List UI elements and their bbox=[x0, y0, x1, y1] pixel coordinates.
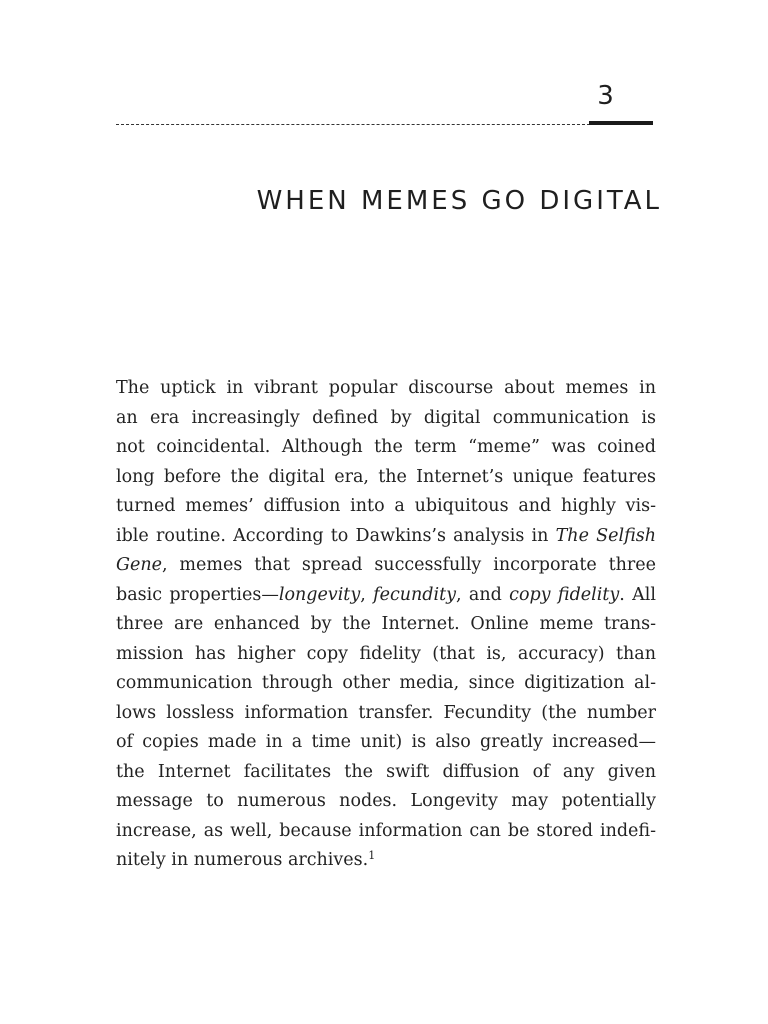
term-longevity: longevity bbox=[278, 584, 361, 605]
text-line: increase, as well, because information can be stored indefi- bbox=[116, 820, 656, 841]
text-line: The uptick in vibrant popular discourse about memes in bbox=[116, 378, 656, 398]
term-fecundity: fecundity bbox=[373, 584, 457, 605]
text-line: communication through other media, since digitization al- bbox=[116, 673, 656, 693]
text-line: Gene, memes that spread successfully incorporate three bbox=[116, 555, 656, 575]
text-line: turned memes’ diffusion into a ubiquitous and highly vis- bbox=[116, 496, 656, 516]
text-line: message to numerous nodes. Longevity may potentially bbox=[116, 791, 656, 811]
footnote-marker[interactable]: 1 bbox=[368, 849, 376, 862]
term-copy-fidelity: copy fidelity bbox=[509, 584, 620, 605]
text-line: lows lossless information transfer. Fecundity (the number bbox=[116, 702, 656, 723]
chapter-title: WHEN MEMES GO DIGITAL bbox=[256, 186, 662, 216]
text-line: not coincidental. Although the term “meme” was coined bbox=[116, 437, 656, 457]
book-title-italic: The Selfish bbox=[555, 525, 656, 546]
body-paragraph bbox=[116, 374, 656, 876]
text-line: basic properties—longevity, fecundity, and copy fidelity. All bbox=[116, 584, 656, 605]
chapter-number-underline bbox=[589, 121, 653, 125]
text-line: the Internet facilitates the swift diffusion of any given bbox=[116, 761, 656, 782]
text-line: long before the digital era, the Internet’s unique features bbox=[116, 466, 656, 487]
text-line: nitely in numerous archives.$^1$ bbox=[116, 849, 376, 870]
chapter-number: 3 bbox=[597, 81, 615, 111]
text-line: ible routine. According to Dawkins’s analysis in The Selfish bbox=[116, 525, 656, 546]
dashed-rule bbox=[116, 124, 590, 125]
text-line: three are enhanced by the Internet. Online meme trans- bbox=[116, 614, 656, 634]
text-line: mission has higher copy fidelity (that is, accuracy) than bbox=[116, 643, 656, 664]
text-line: an era increasingly defined by digital communication is bbox=[116, 407, 656, 428]
text-line: of copies made in a time unit) is also greatly increased— bbox=[116, 732, 656, 752]
book-title-italic: Gene bbox=[116, 555, 162, 575]
